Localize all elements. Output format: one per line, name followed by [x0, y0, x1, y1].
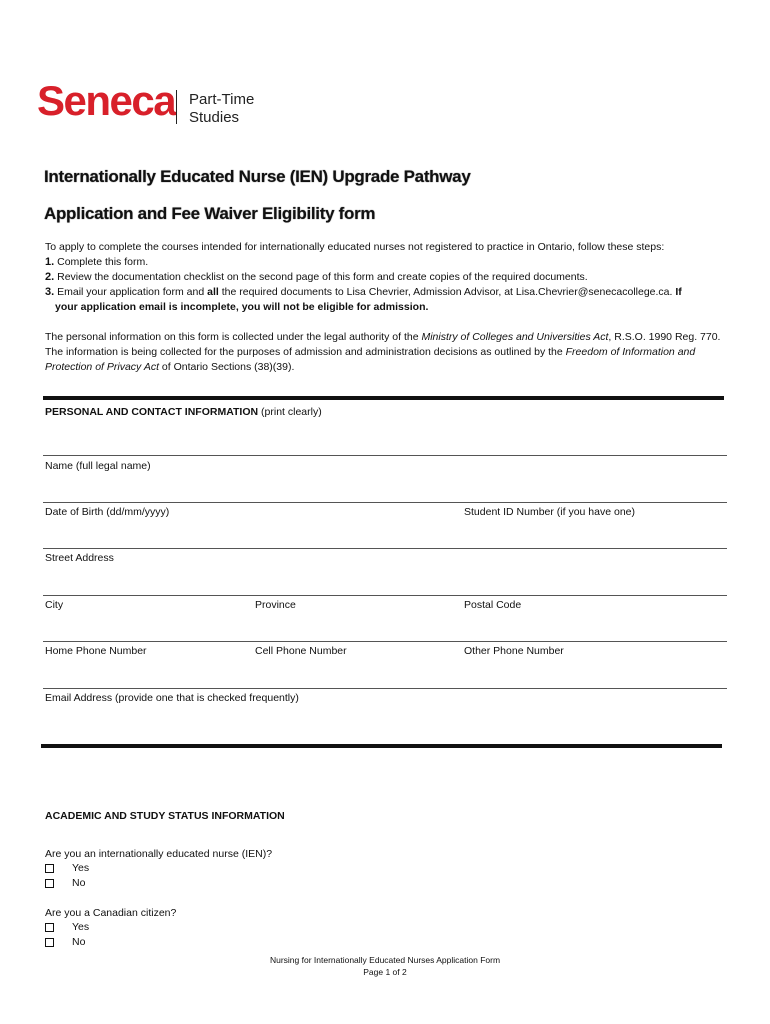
privacy-text: The information is being collected for the purposes of admission and administration decisions as outlined by the [45, 346, 566, 358]
privacy-text: of Ontario Sections (38)(39). [159, 361, 295, 373]
academic-section-heading: ACADEMIC AND STUDY STATUS INFORMATION [45, 810, 285, 822]
step-3-warning: your application email is incomplete, you will not be eligible for admission. [55, 301, 429, 313]
section-divider [41, 744, 722, 748]
name-field[interactable]: Name (full legal name) [45, 460, 151, 472]
privacy-text: The personal information on this form is collected under the legal authority of the [45, 331, 422, 343]
step-number: 2. [45, 271, 55, 283]
checkbox-label: No [72, 936, 86, 948]
other-phone-field[interactable]: Other Phone Number [464, 645, 564, 657]
ien-yes-checkbox[interactable] [45, 864, 54, 873]
ien-question: Are you an internationally educated nurse (IEN)? [45, 848, 273, 860]
street-address-field[interactable]: Street Address [45, 552, 114, 564]
field-line [43, 688, 727, 689]
privacy-act-name: Protection of Privacy Act [45, 361, 159, 373]
home-phone-field[interactable]: Home Phone Number [45, 645, 147, 657]
citizen-no-checkbox[interactable] [45, 938, 54, 947]
step-2 [45, 270, 588, 285]
step-number: 1. [45, 256, 55, 268]
privacy-line-3 [45, 360, 294, 375]
city-field[interactable]: City [45, 599, 64, 611]
logo-subtitle-line2: Studies [189, 109, 240, 126]
intro-text: To apply to complete the courses intended for internationally educated nurses not registered to practice in Ontario, follow these steps: [45, 241, 665, 253]
privacy-act-name: Ministry of Colleges and Universities Act [421, 331, 609, 343]
personal-section-heading [45, 406, 322, 418]
privacy-text: , R.S.O. 1990 Reg. 770. [608, 331, 721, 343]
form-title: Internationally Educated Nurse (IEN) Upgrade Pathway [44, 167, 471, 186]
step-text: Complete this form. [57, 256, 149, 268]
seneca-logo: Seneca [37, 77, 176, 124]
privacy-act-name: Freedom of Information and [565, 346, 696, 358]
step-text-bold: all [207, 286, 219, 298]
citizen-question: Are you a Canadian citizen? [45, 907, 177, 919]
privacy-line-1 [45, 330, 720, 345]
province-field[interactable]: Province [255, 599, 296, 611]
section-divider [43, 396, 724, 400]
step-text: the required documents to Lisa Chevrier, Admission Advisor, at Lisa.Chevrier@senecacollege.ca. [218, 286, 676, 298]
postal-code-field[interactable]: Postal Code [464, 599, 522, 611]
step-text: Review the documentation checklist on the second page of this form and create copies of the required documents. [57, 271, 588, 283]
ien-no-checkbox[interactable] [45, 879, 54, 888]
email-field[interactable]: Email Address (provide one that is checked frequently) [45, 692, 299, 704]
step-3 [45, 285, 682, 300]
privacy-line-2 [45, 345, 695, 360]
dob-field[interactable]: Date of Birth (dd/mm/yyyy) [45, 506, 170, 518]
footer-form-name: Nursing for Internationally Educated Nurses Application Form [269, 955, 501, 965]
field-line [43, 595, 727, 596]
field-line [43, 641, 727, 642]
cell-phone-field[interactable]: Cell Phone Number [255, 645, 347, 657]
logo-subtitle-line1: Part-Time [189, 91, 255, 108]
step-text: Email your application form and [57, 286, 208, 298]
student-id-field[interactable]: Student ID Number (if you have one) [464, 506, 636, 518]
checkbox-label: Yes [72, 921, 90, 933]
form-subtitle: Application and Fee Waiver Eligibility form [44, 204, 376, 223]
step-1 [45, 255, 148, 270]
step-text-bold: If [675, 286, 682, 298]
step-number: 3. [45, 286, 55, 298]
field-line [43, 502, 727, 503]
field-line [43, 548, 727, 549]
section-note: (print clearly) [258, 406, 322, 418]
checkbox-label: Yes [72, 862, 90, 874]
footer-page-number: Page 1 of 2 [363, 967, 407, 977]
checkbox-label: No [72, 877, 86, 889]
logo-divider [176, 90, 177, 124]
section-title: PERSONAL AND CONTACT INFORMATION [45, 406, 259, 418]
citizen-yes-checkbox[interactable] [45, 923, 54, 932]
field-line [43, 455, 727, 456]
